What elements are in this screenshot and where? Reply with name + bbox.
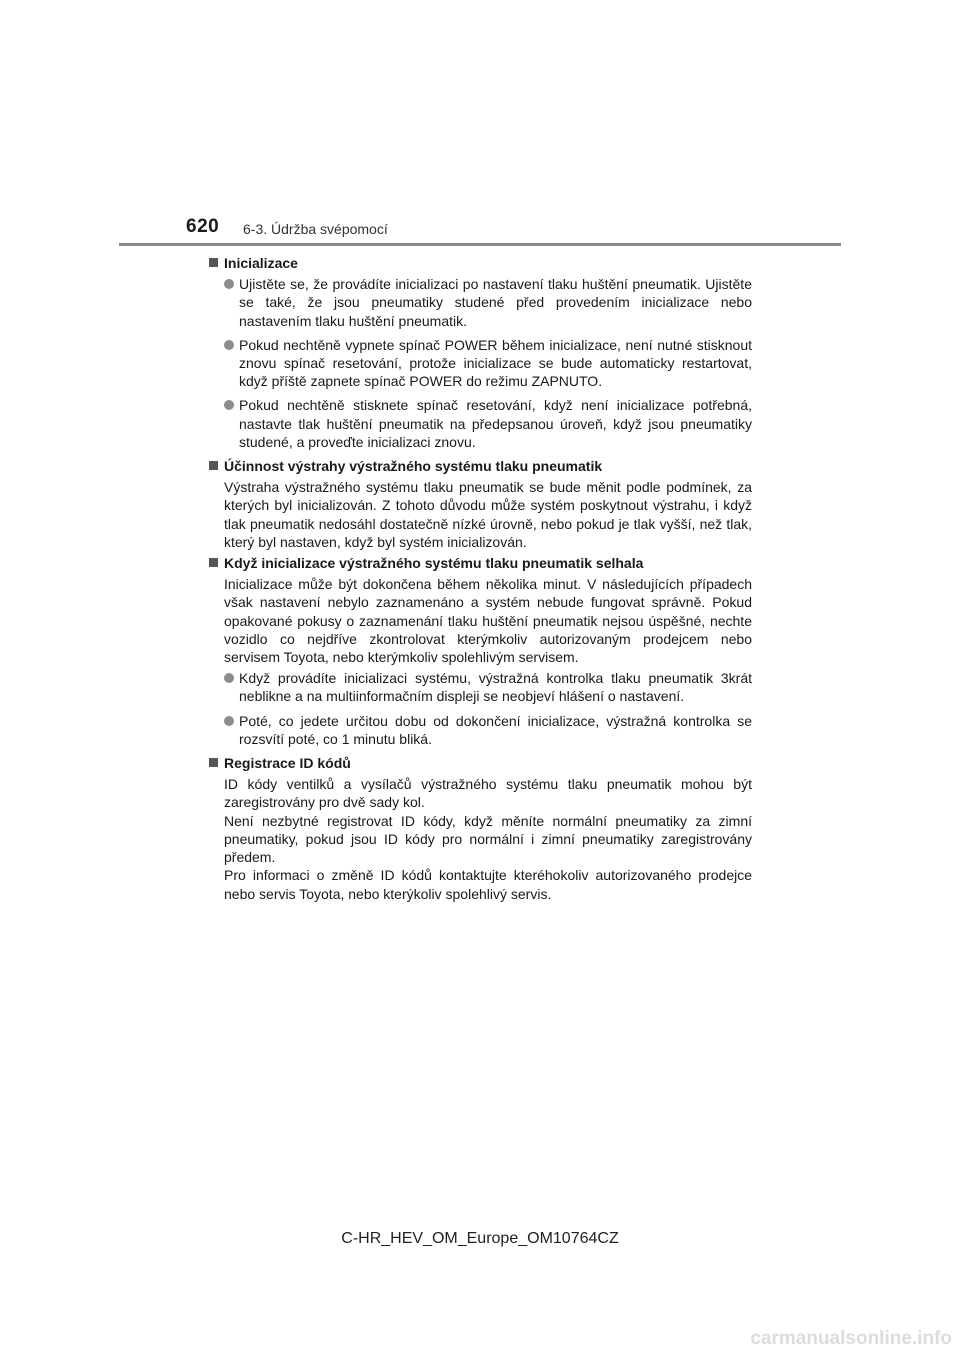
- document-id: C-HR_HEV_OM_Europe_OM10764CZ: [341, 1230, 619, 1247]
- square-bullet-icon: [209, 758, 218, 767]
- section-id-registration: [209, 754, 752, 903]
- page-content: [209, 254, 752, 906]
- list-item: [224, 396, 752, 451]
- paragraph: Inicializace může být dokončena během několika minut. V následujících případech však nastavení nebylo zaznamenáno a systém nebude fungovat správně. Pokud opakované pokusy o zaznamenání tlaku huštění pneumatik nejsou úspěšné, nechte vozidlo co nejdříve zkontrolovat kterýmkoliv autorizovaným prodejcem nebo servisem Toyota, nebo kterýmkoliv spolehlivým servisem.: [224, 576, 752, 666]
- circle-bullet-icon: [224, 279, 234, 289]
- section-heading-text: Když inicializace výstražného systému tlaku pneumatik selhala: [224, 555, 644, 572]
- circle-bullet-icon: [224, 340, 234, 350]
- section-heading-text: Registrace ID kódů: [224, 755, 351, 772]
- section-heading: [209, 457, 752, 475]
- page-number: 620: [186, 216, 220, 237]
- header-divider: [119, 243, 841, 246]
- circle-bullet-icon: [224, 673, 234, 683]
- paragraph: Není nezbytné registrovat ID kódy, když měníte normální pneumatiky za zimní pneumatiky, pokud jsou ID kódy pro normální i zimní pneumatiky zaregistrovány předem.: [224, 812, 752, 866]
- paragraph: Pro informaci o změně ID kódů kontaktujte kteréhokoliv autorizovaného prodejce nebo servis Toyota, nebo kterýkoliv spolehlivý servis.: [224, 867, 752, 902]
- list-item: [224, 336, 752, 391]
- section-warning-effectiveness: [209, 457, 752, 551]
- list-item-text: Pokud nechtěně vypnete spínač POWER během inicializace, není nutné stisknout znovu spínač resetování, protože inicializace se bude automaticky restartovat, když příště zapnete spínač POWER do režimu ZAPNUTO.: [239, 336, 752, 390]
- square-bullet-icon: [209, 461, 218, 470]
- section-initialization: [209, 254, 752, 451]
- section-initialization-failed: [209, 554, 752, 748]
- list-item-text: Když provádíte inicializaci systému, výstražná kontrolka tlaku pneumatik 3krát neblikne a na multiinformačním displeji se neobjeví hlášení o nastavení.: [239, 670, 752, 705]
- list-item: [224, 712, 752, 748]
- section-heading: [209, 554, 752, 572]
- list-item-text: Ujistěte se, že provádíte inicializaci po nastavení tlaku huštění pneumatik. Ujistěte se také, že jsou pneumatiky studené před provedením inicializace nebo nastavením tlaku huštění pneumatik.: [239, 276, 752, 329]
- square-bullet-icon: [209, 558, 218, 567]
- paragraph: ID kódy ventilků a vysílačů výstražného systému tlaku pneumatik mohou být zaregistrovány pro dvě sady kol.: [224, 776, 752, 811]
- circle-bullet-icon: [224, 400, 234, 410]
- section-heading: [209, 754, 752, 772]
- list-item: [224, 669, 752, 705]
- list-item: [224, 275, 752, 330]
- section-heading-text: Inicializace: [224, 255, 298, 271]
- circle-bullet-icon: [224, 716, 234, 726]
- list-item-text: Pokud nechtěně stisknete spínač resetování, když není inicializace potřebná, nastavte tlak huštění pneumatik na předepsanou úroveň, když jsou pneumatiky studené, a proveďte inicializaci znovu.: [239, 397, 752, 450]
- square-bullet-icon: [209, 258, 218, 267]
- chapter-title: 6-3. Údržba svépomocí: [243, 221, 388, 237]
- section-heading: [209, 254, 752, 272]
- section-heading-text: Účinnost výstrahy výstražného systému tlaku pneumatik: [224, 458, 603, 475]
- watermark: carmanualsonline.info: [750, 1328, 952, 1349]
- list-item-text: Poté, co jedete určitou dobu od dokončení inicializace, výstražná kontrolka se rozsvítí poté, co 1 minutu bliká.: [239, 712, 752, 747]
- paragraph: Výstraha výstražného systému tlaku pneumatik se bude měnit podle podmínek, za kterých byl inicializován. Z tohoto důvodu může systém poskytnout výstrahu, i když tlak pneumatik nedosáhl dostatečně nízké úrovně, nebo pokud je tlak vyšší, než tlak, který byl nastaven, když byl systém inicializován.: [224, 479, 752, 550]
